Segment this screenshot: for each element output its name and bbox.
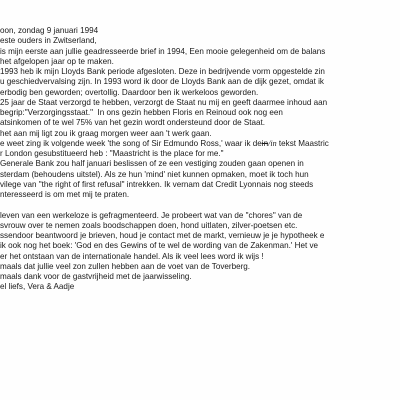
letter-line-text: e weet zing ik volgende week 'the song of Sir Edmundo Ross,' waar ik de — [0, 138, 262, 148]
letter-line: het aan mij ligt zou ik graag morgen weer aan 't werk gaan. — [0, 128, 212, 138]
letter-line: atsinkomen of te wel 75% van het gezin wordt ondersteund door de Staat. — [0, 118, 266, 128]
letter-signature: el liefs, Vera & Aadje — [0, 282, 75, 292]
letter-line: svrouw over te nemen zoals boodschappen doen, hond uitlaten, zilver-poetsen etc. — [0, 220, 298, 230]
letter-line-with-correction — [0, 139, 400, 149]
letter-line: maals dank voor de gastvrijheid met de jaarwisseling. — [0, 272, 192, 281]
letter-line: is mijn eerste aan jullie geadresseerde brief in 1994, Een mooie gelegenheid om de balans — [0, 46, 326, 56]
letter-line: sterdam (behoudens uitstel). Als ze hun 'mind' niet kunnen opmaken, moet ik toch hun — [0, 169, 309, 179]
letter-line: ik ook nog het boek: 'God en des Gewins of te wel de wording van de Zakenman.' Het ve — [0, 241, 319, 251]
letter-line-tail: tekst Maastric — [276, 138, 329, 148]
letter-line: r London gesubstitueerd heb : "Maastricht is the place for me." — [0, 149, 224, 158]
letter-dateline: oon, zondag 9 januari 1994 — [0, 26, 99, 35]
letter-line: maals dat jullie veel zon zullen hebben aan de voet van de Toverberg. — [0, 261, 251, 271]
letter-line: u geschiedvervalsing zijn. In 1993 word ik door de Lloyds Bank aan de dijk gezet, omdat ik — [0, 77, 324, 87]
letter-line: begrip:"Verzorgingsstaat." In ons gezin hebben Floris en Reinoud ook nog een — [0, 108, 283, 117]
handwritten-insertion: /in — [268, 138, 277, 148]
letter-salutation: este ouders in Zwitserland, — [0, 36, 97, 46]
letter-line: 1993 heb ik mijn Lloyds Bank periode afgesloten. Deze in bedrijvende vorm opgestelde zin — [0, 67, 325, 76]
letter-line: het afgelopen jaar op te maken. — [0, 56, 114, 66]
letter-line: 25 jaar de Staat verzorgd te hebben, verzorgt de Staat nu mij en geeft daarmee inhoud aan — [0, 97, 328, 107]
letter-paragraph-gap — [0, 200, 400, 210]
letter-line: Generale Bank zou half januari beslissen of ze een vestiging zouden gaan openen in — [0, 159, 304, 169]
letter-line: nteresseerd is om met mij te praten. — [0, 190, 130, 199]
letter-line: leven van een werkeloze is gefragmenteerd. Je probeert wat van de "chores" van de — [0, 210, 303, 220]
letter-line: erbodig ben geworden; overtollig. Daardoor ben ik werkeloos geworden. — [0, 87, 259, 97]
letter-line: ssendoor beantwoord je brieven, houd je contact met de markt, vernieuw je je hypotheek e — [0, 231, 325, 240]
handwritten-strikeout: in — [261, 138, 269, 148]
letter-line: er het ontstaan van de internationale handel. Als ik veel lees word ik wijs ! — [0, 251, 264, 261]
letter-line: vilege van "the right of first refusal" intrekken. Ik vernam dat Credit Lyonnais nog steeds — [0, 179, 314, 189]
